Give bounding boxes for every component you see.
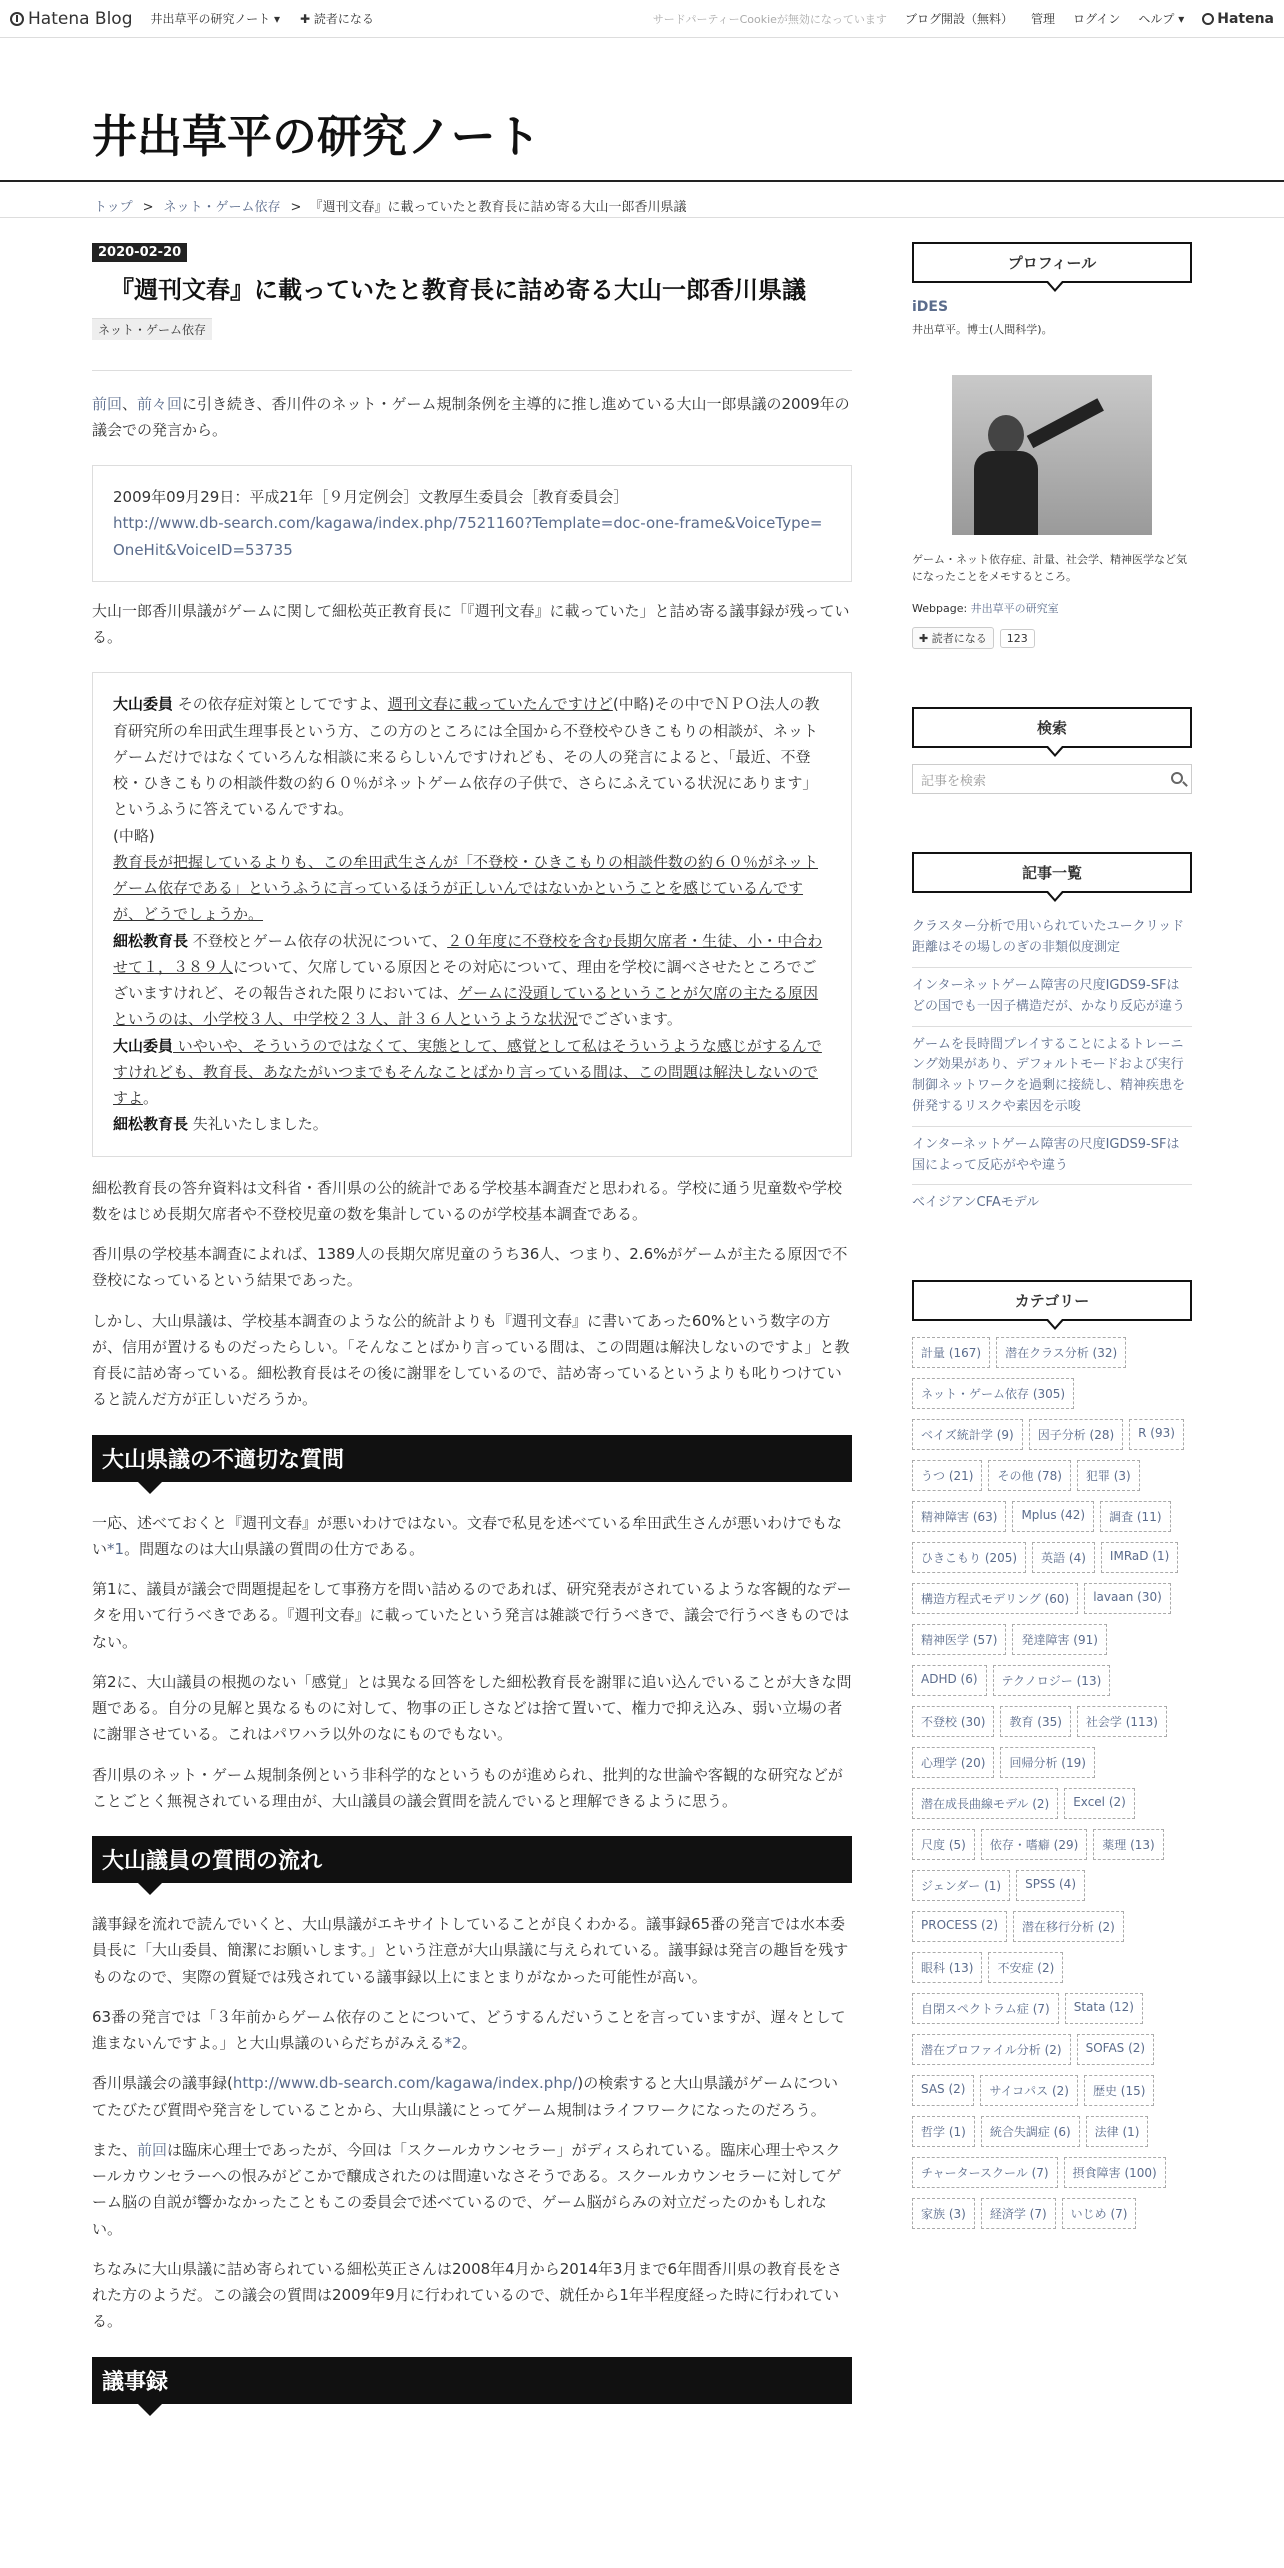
paragraph: 香川県議会の議事録(http://www.db-search.com/kagawa/index.php/)の検索すると大山県議がゲームについてたびたび質問や発言をしていることから、大山県議にとってゲーム規制はライフワークになったのだろう。 bbox=[92, 2074, 838, 2119]
category-link[interactable]: 尺度 (5) bbox=[912, 1829, 975, 1860]
category-link[interactable]: Stata (12) bbox=[1065, 1993, 1143, 2024]
category-link[interactable]: Mplus (42) bbox=[1012, 1501, 1094, 1532]
article-link[interactable]: インターネットゲーム障害の尺度IGDS9-SFはどの国でも一因子構造だが、かなり反応が違う bbox=[912, 968, 1192, 1027]
category-link[interactable]: 構造方程式モデリング (60) bbox=[912, 1583, 1078, 1614]
category-link[interactable]: 調査 (11) bbox=[1100, 1501, 1170, 1532]
article-link[interactable]: クラスター分析で用いられていたユークリッド距離はその場しのぎの非類似度測定 bbox=[912, 909, 1192, 968]
paragraph: 第1に、議員が議会で問題提起をして事務方を問い詰めるのであれば、研究発表がされているような客観的なデータを用いて行うべきである。『週刊文春』に載っていたという発言は雑談で行うべきで、議会で行うべきものではない。 bbox=[92, 1580, 852, 1651]
speaker: 細松教育長 bbox=[113, 1115, 189, 1134]
search-icon[interactable] bbox=[1171, 772, 1183, 784]
category-link[interactable]: 摂食障害 (100) bbox=[1064, 2157, 1166, 2188]
category-link[interactable]: うつ (21) bbox=[912, 1460, 982, 1491]
category-link[interactable]: 社会学 (113) bbox=[1077, 1706, 1167, 1737]
category-link[interactable]: R (93) bbox=[1129, 1419, 1184, 1450]
category-link[interactable]: チャータースクール (7) bbox=[912, 2157, 1058, 2188]
section-heading: 議事録 bbox=[92, 2357, 852, 2404]
source-quote bbox=[92, 465, 852, 582]
category-link[interactable]: PROCESS (2) bbox=[912, 1911, 1007, 1942]
category-link[interactable]: ひきこもり (205) bbox=[912, 1542, 1026, 1573]
category-link[interactable]: 潜在移行分析 (2) bbox=[1013, 1911, 1124, 1942]
category-link[interactable]: ベイズ統計学 (9) bbox=[912, 1419, 1023, 1450]
category-link[interactable]: ジェンダー (1) bbox=[912, 1870, 1010, 1901]
profile-module bbox=[912, 242, 1192, 649]
divider bbox=[92, 370, 852, 371]
category-link[interactable]: 発達障害 (91) bbox=[1012, 1624, 1106, 1655]
category-link[interactable]: その他 (78) bbox=[988, 1460, 1070, 1491]
category-link[interactable]: IMRaD (1) bbox=[1101, 1542, 1178, 1573]
category-link[interactable]: 英語 (4) bbox=[1032, 1542, 1095, 1573]
help-menu[interactable]: ヘルプ ▾ bbox=[1138, 12, 1185, 26]
profile-photo[interactable] bbox=[952, 375, 1152, 535]
paragraph: しかし、大山県議は、学校基本調査のような公的統計よりも『週刊文春』に書いてあった60%という数字の方が、信用が置けるものだったらしい。「そんなことばかり言っている間は、この問題は解決しないのですよ」と教育長に詰め寄っている。細松教育長はその後に謝罪をしているので、詰め寄っているというよりも叱りつけていると読んだ方が正しいだろうか。 bbox=[92, 1311, 850, 1409]
category-module bbox=[912, 1280, 1192, 2239]
minutes-db-link[interactable]: http://www.db-search.com/kagawa/index.php/ bbox=[232, 2074, 578, 2093]
category-link[interactable]: 依存・嗜癖 (29) bbox=[981, 1829, 1087, 1860]
login-link[interactable]: ログイン bbox=[1072, 12, 1121, 26]
speaker: 細松教育長 bbox=[113, 931, 189, 950]
category-link[interactable]: 自閉スペクトラム症 (7) bbox=[912, 1993, 1059, 2024]
speaker: 大山委員 bbox=[113, 695, 174, 714]
hatena-link[interactable]: Hatena bbox=[1202, 11, 1274, 27]
hatena-icon bbox=[1202, 13, 1214, 25]
category-link[interactable]: 潜在成長曲線モデル (2) bbox=[912, 1788, 1058, 1819]
profile-description: 井出草平。博士(人間科学)。 bbox=[912, 323, 1053, 336]
recent-articles-module bbox=[912, 852, 1192, 1222]
category-link[interactable]: SPSS (4) bbox=[1016, 1870, 1085, 1901]
intro-paragraph: 前回、前々回に引き続き、香川件のネット・ゲーム規制条例を主導的に推し進めている大山一郎県議の2009年の議会での発言から。 bbox=[92, 394, 850, 439]
search-heading: 検索 bbox=[912, 707, 1192, 748]
breadcrumb-current: 『週刊文春』に載っていたと教育長に詰め寄る大山一郎香川県議 bbox=[309, 200, 687, 215]
profile-bio: ゲーム・ネット依存症、計量、社会学、精神医学など気になったことをメモするところ。 bbox=[912, 552, 1187, 584]
category-link[interactable]: テクノロジー (13) bbox=[993, 1665, 1111, 1696]
source-url-link[interactable]: http://www.db-search.com/kagawa/index.php/7521160?Template=doc-one-frame&VoiceType=OneHit&VoiceID=53735 bbox=[113, 514, 823, 559]
recent-articles-heading: 記事一覧 bbox=[912, 852, 1192, 893]
blog-title[interactable]: 井出草平の研究ノート bbox=[0, 38, 1284, 182]
entry-date[interactable]: 2020-02-20 bbox=[92, 243, 187, 262]
paragraph: 大山一郎香川県議がゲームに関して細松英正教育長に「『週刊文春』に載っていた」と詰め寄る議事録が残っている。 bbox=[92, 601, 850, 647]
section-heading: 大山県議の不適切な質問 bbox=[92, 1435, 852, 1482]
hatena-logo-icon bbox=[10, 12, 24, 26]
category-link[interactable]: 教育 (35) bbox=[1000, 1706, 1070, 1737]
paragraph: 第2に、大山議員の根拠のない「感覚」とは異なる回答をした細松教育長を謝罪に追い込んでいることが大きな問題である。自分の見解と異なるものに対して、物事の正しさなどは捨て置いて、権力で抑え込み、弱い立場の者に謝罪させている。これはパワハラ以外のなにものでもない。 bbox=[92, 1672, 852, 1744]
category-link[interactable]: 不登校 (30) bbox=[912, 1706, 994, 1737]
category-link[interactable]: 精神障害 (63) bbox=[912, 1501, 1006, 1532]
category-link[interactable]: 経済学 (7) bbox=[981, 2198, 1056, 2229]
profile-heading: プロフィール bbox=[912, 242, 1192, 283]
source-line: 2009年09月29日：平成21年［９月定例会］文教厚生委員会［教育委員会］ bbox=[113, 488, 629, 507]
category-link[interactable]: 法律 (1) bbox=[1086, 2116, 1149, 2147]
global-header bbox=[0, 0, 1284, 38]
category-link[interactable]: いじめ (7) bbox=[1062, 2198, 1137, 2229]
paragraph: 一応、述べておくと『週刊文春』が悪いわけではない。文春で私見を述べている牟田武生さんが悪いわけでもない*1。問題なのは大山県議の質問の仕方である。 bbox=[92, 1513, 843, 1558]
previous-link[interactable]: 前回 bbox=[137, 2140, 168, 2159]
start-blog-link[interactable]: ブログ開設（無料） bbox=[904, 12, 1013, 26]
article-link[interactable]: ゲームを長時間プレイすることによるトレーニング効果があり、デフォルトモードおよび実行制御ネットワークを過剰に接続し、精神疾患を併発するリスクや素因を示唆 bbox=[912, 1027, 1192, 1127]
footnote-link[interactable]: *2 bbox=[444, 2034, 462, 2053]
cookie-notice: サードパーティーCookieが無効になっています bbox=[652, 12, 887, 26]
entry bbox=[92, 242, 852, 2432]
category-link[interactable]: 歴史 (15) bbox=[1084, 2075, 1154, 2106]
previous-link[interactable]: 前回 bbox=[92, 394, 123, 413]
category-link[interactable]: 薬理 (13) bbox=[1093, 1829, 1163, 1860]
article-list bbox=[912, 909, 1192, 1222]
category-link[interactable]: サイコパス (2) bbox=[980, 2075, 1078, 2106]
blog-menu[interactable]: 井出草平の研究ノート ▾ bbox=[150, 12, 280, 26]
sidebar bbox=[912, 242, 1192, 2297]
category-link[interactable]: 潜在クラス分析 (32) bbox=[996, 1337, 1126, 1368]
category-link[interactable]: 回帰分析 (19) bbox=[1000, 1747, 1094, 1778]
category-link[interactable]: SAS (2) bbox=[912, 2075, 974, 2106]
paragraph: また、前回は臨床心理士であったが、今回は「スクールカウンセラー」がディスられている。臨床心理士やスクールカウンセラーへの恨みがどこかで醸成されたのは間違いなさそうである。スクールカウンセラーに対してゲーム脳の自説が響かなかったこともこの委員会で述べているので、ゲーム脳がらみの対立だったのかもしれない。 bbox=[92, 2140, 842, 2238]
follower-count[interactable]: 123 bbox=[1000, 629, 1035, 648]
breadcrumb-category[interactable]: ネット・ゲーム依存 bbox=[163, 200, 281, 215]
minutes-quote: 大山委員 その依存症対策としてですよ、週刊文春に載っていたんですけど(中略)その中でＮＰＯ法人の教育研究所の牟田武生理事長という方、この方のところには全国から不登校やひきこもりの相談が、ネットゲームだけではなくていろんな相談に来るらしいんですけれども、その人の発言によると、「最近、不登校・ひきこもりの相談件数の約６０％がネットゲーム依存の子供で、さらにふえている状況にあります」というふうに答えているんですね。 (中略) 教育長が把握しているよりも、この牟田武生さんが「不登校・ひきこもりの相談件数の約６０％がネットゲーム依存である」というふうに言っているほうが正しいんではないかということを感じているんですが、どうでしょうか。 細松教育長 不登校とゲーム依存の状況について、２０年度に不登校を含む長期欠席者・生徒、小・中合わせて１，３８９人について、欠席している原因とその対応について、理由を学校に調べさせたところでございますけれど、その報告された限りにおいては、ゲームに没頭しているということが欠席の主たる原因というのは、小学校３人、中学校２３人、計３６人というような状況でございます。 大山委員 いやいや、そういうのではなくて、実態として、感覚として私はそういうような感じがするんですけれども、教育長、あなたがいつまでもそんなことばかり言っている間は、この問題は解決しないのですよ。 細松教育長 失礼いたしました。 bbox=[92, 672, 852, 1156]
category-link[interactable]: lavaan (30) bbox=[1084, 1583, 1171, 1614]
paragraph: 香川県のネット・ゲーム規制条例という非科学的なというものが進められ、批判的な世論や客観的な研究などがことごとく無視されている理由が、大山議員の議会質問を読んでいると理解できるように思う。 bbox=[92, 1765, 843, 1810]
category-link[interactable]: Excel (2) bbox=[1064, 1788, 1135, 1819]
category-link[interactable]: 統合失調症 (6) bbox=[981, 2116, 1080, 2147]
category-link[interactable]: 犯罪 (3) bbox=[1077, 1460, 1140, 1491]
follow-button[interactable]: ✚ 読者になる bbox=[912, 627, 994, 649]
hatena-blog-logo[interactable]: Hatena Blog bbox=[10, 9, 133, 29]
breadcrumb: トップ > ネット・ゲーム依存 > 『週刊文春』に載っていたと教育長に詰め寄る大山一郎香川県議 bbox=[0, 182, 1284, 218]
footnote-link[interactable]: *1 bbox=[107, 1539, 125, 1558]
category-link[interactable]: 不安症 (2) bbox=[988, 1952, 1063, 1983]
category-link[interactable]: SOFAS (2) bbox=[1077, 2034, 1155, 2065]
category-list bbox=[912, 1337, 1192, 2239]
paragraph: 細松教育長の答弁資料は文科省・香川県の公的統計である学校基本調査だと思われる。学校に通う児童数や学校数をはじめ長期欠席者や不登校児童の数を集計しているのが学校基本調査である。 bbox=[92, 1178, 843, 1223]
article-link[interactable]: ベイジアンCFAモデル bbox=[912, 1195, 1040, 1211]
category-link[interactable]: 因子分析 (28) bbox=[1029, 1419, 1123, 1450]
category-link[interactable]: 潜在プロファイル分析 (2) bbox=[912, 2034, 1071, 2065]
breadcrumb-top[interactable]: トップ bbox=[94, 200, 133, 215]
search-input[interactable]: 記事を検索 bbox=[912, 764, 1192, 794]
search-module bbox=[912, 707, 1192, 794]
paragraph: 香川県の学校基本調査によれば、1389人の長期欠席児童のうち36人、つまり、2.6%がゲームが主たる原因で不登校になっているという結果であった。 bbox=[92, 1245, 848, 1290]
paragraph: ちなみに大山県議に詰め寄られている細松英正さんは2008年4月から2014年3月まで6年間香川県の教育長をされた方のようだ。この議会の質問は2009年9月に行われているので、就任から1年半程度経った時に行われている。 bbox=[92, 2259, 842, 2331]
speaker: 大山委員 bbox=[113, 1036, 174, 1055]
category-link[interactable]: 眼科 (13) bbox=[912, 1952, 982, 1983]
profile-name-link[interactable]: iDES bbox=[912, 299, 949, 315]
category-link[interactable]: ネット・ゲーム依存 (305) bbox=[912, 1378, 1074, 1409]
category-link[interactable]: 心理学 (20) bbox=[912, 1747, 994, 1778]
paragraph: 63番の発言では「３年前からゲーム依存のことについて、どうするんだいうことを言っていますが、遅々として進まないんですよ。」と大山県議のいらだちがみえる*2。 bbox=[92, 2007, 846, 2053]
article-link[interactable]: インターネットゲーム障害の尺度IGDS9-SFは国によって反応がやや違う bbox=[912, 1127, 1192, 1186]
category-link[interactable]: ADHD (6) bbox=[912, 1665, 987, 1696]
entry-title[interactable]: 『週刊文春』に載っていたと教育長に詰め寄る大山一郎香川県議 bbox=[110, 276, 806, 304]
profile-webpage: Webpage: 井出草平の研究室 bbox=[912, 601, 1059, 615]
category-link[interactable]: 計量 (167) bbox=[912, 1337, 990, 1368]
previous-previous-link[interactable]: 前々回 bbox=[137, 394, 183, 413]
category-link[interactable]: 家族 (3) bbox=[912, 2198, 975, 2229]
category-link[interactable]: 精神医学 (57) bbox=[912, 1624, 1006, 1655]
category-heading: カテゴリー bbox=[912, 1280, 1192, 1321]
category-link[interactable]: 哲学 (1) bbox=[912, 2116, 975, 2147]
webpage-link[interactable]: 井出草平の研究室 bbox=[970, 601, 1059, 615]
entry-category-tag[interactable]: ネット・ゲーム依存 bbox=[92, 318, 212, 340]
section-heading: 大山議員の質問の流れ bbox=[92, 1836, 852, 1883]
paragraph: 議事録を流れで読んでいくと、大山県議がエキサイトしていることが良くわかる。議事録65番の発言では水本委員長に「大山委員、簡潔にお願いします。」という注意が大山県議に与えられている。議事録は発言の趣旨を残すものなので、実際の質疑では残されている議事録以上にまとまりがなかった可能性が高い。 bbox=[92, 1915, 849, 1986]
admin-link[interactable]: 管理 bbox=[1030, 12, 1055, 26]
subscribe-link[interactable]: ✚ 読者になる bbox=[300, 12, 374, 26]
